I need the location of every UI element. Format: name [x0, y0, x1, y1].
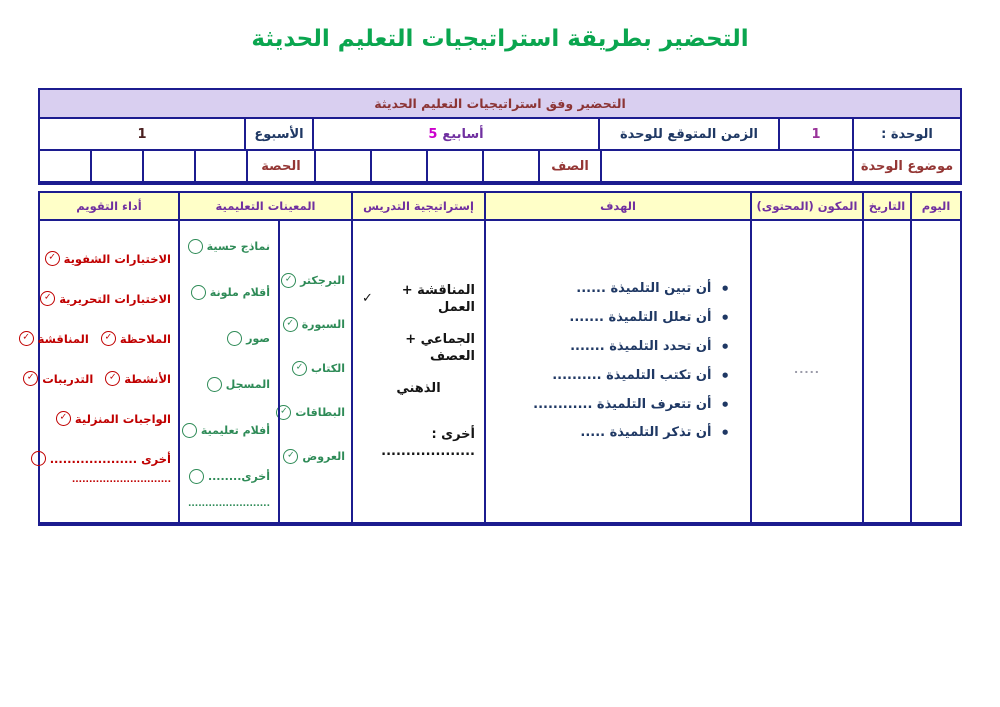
check-icon: ✓ — [59, 412, 68, 423]
class-label: الصف — [540, 151, 602, 181]
page-title: التحضير بطريقة استراتيجيات التعليم الحديثة — [251, 26, 749, 52]
goal-text: أن تعلل التلميذة ....... — [569, 309, 712, 325]
aid-label: نماذج حسية — [206, 240, 270, 253]
header-evaluation: أداء التقويم — [40, 193, 180, 219]
check-icon: ✓ — [109, 372, 117, 383]
aids-cell — [180, 221, 353, 522]
check-circle-icon — [23, 371, 38, 386]
goals-cell — [486, 221, 752, 522]
aid-label: صور — [246, 332, 270, 345]
goal-item — [494, 368, 730, 385]
lesson-table-header — [40, 193, 960, 219]
goal-text: أن تكتب التلميذة .......... — [552, 367, 712, 383]
empty-circle-icon — [207, 377, 222, 392]
check-icon: ✓ — [104, 332, 113, 343]
aid-label: العروض — [302, 450, 345, 463]
evaluation-label: الاختبارات الشفوية — [63, 251, 171, 266]
header-day: اليوم — [921, 199, 951, 213]
header-date: التاريخ — [864, 193, 912, 219]
aid-item-checked — [286, 449, 345, 464]
evaluation-item — [47, 251, 171, 266]
aid-item-unchecked — [188, 331, 270, 346]
empty-circle-icon — [189, 469, 204, 484]
bullet-icon: • — [720, 424, 730, 443]
component-cell — [752, 221, 864, 522]
check-icon: ✓ — [26, 372, 35, 383]
evaluation-label: الملاحظة — [119, 331, 171, 346]
goal-item — [494, 425, 730, 442]
check-icon: ✓ — [284, 274, 293, 285]
aid-label: البرجكتر — [300, 274, 345, 287]
bullet-icon: • — [720, 308, 730, 327]
lesson-table-body — [22, 219, 960, 522]
goal-text: أن تذكر التلميذة ..... — [580, 425, 712, 441]
expected-time-number: 5 — [428, 126, 438, 142]
evaluation-item — [23, 371, 93, 386]
expected-time-unit: أسابيع — [442, 126, 484, 142]
evaluation-label: التدريبات — [42, 371, 94, 386]
check-icon: ✓ — [48, 252, 56, 263]
aid-item-unchecked — [188, 239, 270, 254]
check-circle-icon — [19, 331, 34, 346]
evaluation-item-pair — [22, 331, 171, 346]
evaluation-label: المناقشة — [37, 331, 89, 346]
check-icon: ✓ — [287, 450, 295, 461]
class-field — [372, 151, 428, 181]
aid-item-unchecked — [188, 377, 270, 392]
goal-text: أن تحدد التلميذة ....... — [570, 338, 712, 354]
aid-label: المسجل — [225, 378, 270, 391]
bullet-icon: • — [720, 395, 730, 414]
period-field — [40, 151, 92, 181]
evaluation-label: الأنشطة — [124, 371, 171, 386]
empty-circle-icon — [182, 423, 197, 438]
aid-item-unchecked — [188, 285, 270, 300]
bullet-icon: • — [720, 337, 730, 356]
expected-time-value — [314, 119, 600, 149]
check-circle-icon — [281, 273, 296, 288]
strategy-line: الذهني — [396, 380, 441, 396]
info-banner: التحضير وفق استراتيجيات التعليم الحديثة — [374, 96, 626, 111]
check-icon: ✓ — [286, 318, 294, 329]
info-row-subject — [40, 149, 960, 181]
aid-label: أفلام تعليمية — [200, 424, 270, 437]
class-field — [316, 151, 372, 181]
info-row-unit — [40, 117, 960, 149]
subject-field — [602, 151, 854, 181]
empty-circle-icon — [188, 239, 203, 254]
component-placeholder: ..... — [794, 363, 820, 376]
class-field — [484, 151, 540, 181]
empty-circle-icon — [31, 451, 46, 466]
bullet-icon: • — [720, 280, 730, 298]
lesson-table — [22, 191, 962, 526]
period-label: الحصة — [248, 151, 316, 181]
strategy-line: الجماعي + العصف — [405, 331, 475, 364]
bullet-icon: • — [720, 366, 730, 385]
evaluation-extra-dots: ............................. — [71, 475, 171, 485]
aids-unchecked-column — [180, 221, 280, 522]
period-field — [92, 151, 144, 181]
evaluation-item-pair — [26, 371, 171, 386]
aid-label: الكتاب — [311, 362, 345, 375]
goal-item — [494, 339, 730, 356]
check-circle-icon — [56, 411, 71, 426]
check-circle-icon — [45, 251, 60, 266]
evaluation-item — [101, 331, 171, 346]
strategy-text: المناقشة + العمل — [401, 283, 475, 315]
evaluation-item — [43, 291, 171, 306]
aid-item-checked — [280, 405, 345, 420]
week-value: 1 — [40, 119, 246, 149]
info-banner-row — [40, 90, 960, 117]
aids-extra-dots: ........................ — [188, 499, 270, 509]
evaluation-label: الاختبارات التحريرية — [59, 291, 171, 306]
header-goal: الهدف — [486, 193, 752, 219]
empty-circle-icon — [191, 285, 206, 300]
strategy-other: أخرى : ................... — [381, 427, 475, 460]
check-icon: ✓ — [295, 362, 304, 373]
info-table — [38, 88, 962, 185]
aid-label: البطاقات — [295, 406, 345, 419]
evaluation-label: أخرى .................... — [49, 451, 171, 466]
period-field — [144, 151, 196, 181]
week-label: الأسبوع — [246, 119, 314, 149]
goal-item — [494, 397, 730, 414]
class-field — [428, 151, 484, 181]
check-icon: ✓ — [280, 406, 288, 417]
aid-label: أقلام ملونة — [209, 286, 270, 299]
aid-item-checked — [286, 273, 345, 288]
goal-text: أن تبين التلميذة ...... — [576, 281, 712, 296]
goal-item — [494, 281, 730, 298]
period-field — [196, 151, 248, 181]
check-circle-icon — [105, 371, 120, 386]
aid-item-unchecked — [188, 469, 270, 484]
goal-text: أن تتعرف التلميذة ............ — [533, 396, 712, 412]
date-cell — [864, 221, 912, 522]
aid-item-checked — [286, 317, 345, 332]
aid-item-checked — [286, 361, 345, 376]
check-icon: ✓ — [22, 332, 30, 343]
aid-label: أخرى........ — [207, 470, 270, 483]
evaluation-item — [105, 371, 171, 386]
header-component: المكون (المحتوى) — [752, 193, 864, 219]
aid-item-unchecked — [188, 423, 270, 438]
evaluation-item — [47, 411, 171, 426]
header-strategy: إستراتيجية التدريس — [353, 193, 486, 219]
check-circle-icon — [292, 361, 307, 376]
check-circle-icon — [101, 331, 116, 346]
evaluation-other — [47, 451, 171, 466]
evaluation-cell — [22, 221, 180, 522]
day-cell — [912, 221, 960, 522]
goal-item — [494, 310, 730, 327]
aid-label: السبورة — [301, 318, 345, 331]
header-aids: المعينات التعليمية — [180, 193, 353, 219]
aids-checked-column — [280, 221, 351, 522]
check-circle-icon — [283, 317, 298, 332]
unit-value: 1 — [780, 119, 854, 149]
expected-time-label: الزمن المتوقع للوحدة — [600, 119, 780, 149]
strategy-cell — [353, 221, 486, 522]
strategy-line — [362, 283, 475, 317]
empty-circle-icon — [227, 331, 242, 346]
check-circle-icon — [40, 291, 55, 306]
evaluation-item — [19, 331, 89, 346]
check-icon: ✓ — [43, 292, 52, 303]
check-icon: ✓ — [362, 291, 373, 307]
unit-label: الوحدة : — [881, 126, 933, 142]
check-circle-icon — [283, 449, 298, 464]
evaluation-label: الواجبات المنزلية — [74, 411, 171, 426]
subject-label: موضوع الوحدة — [860, 158, 954, 174]
